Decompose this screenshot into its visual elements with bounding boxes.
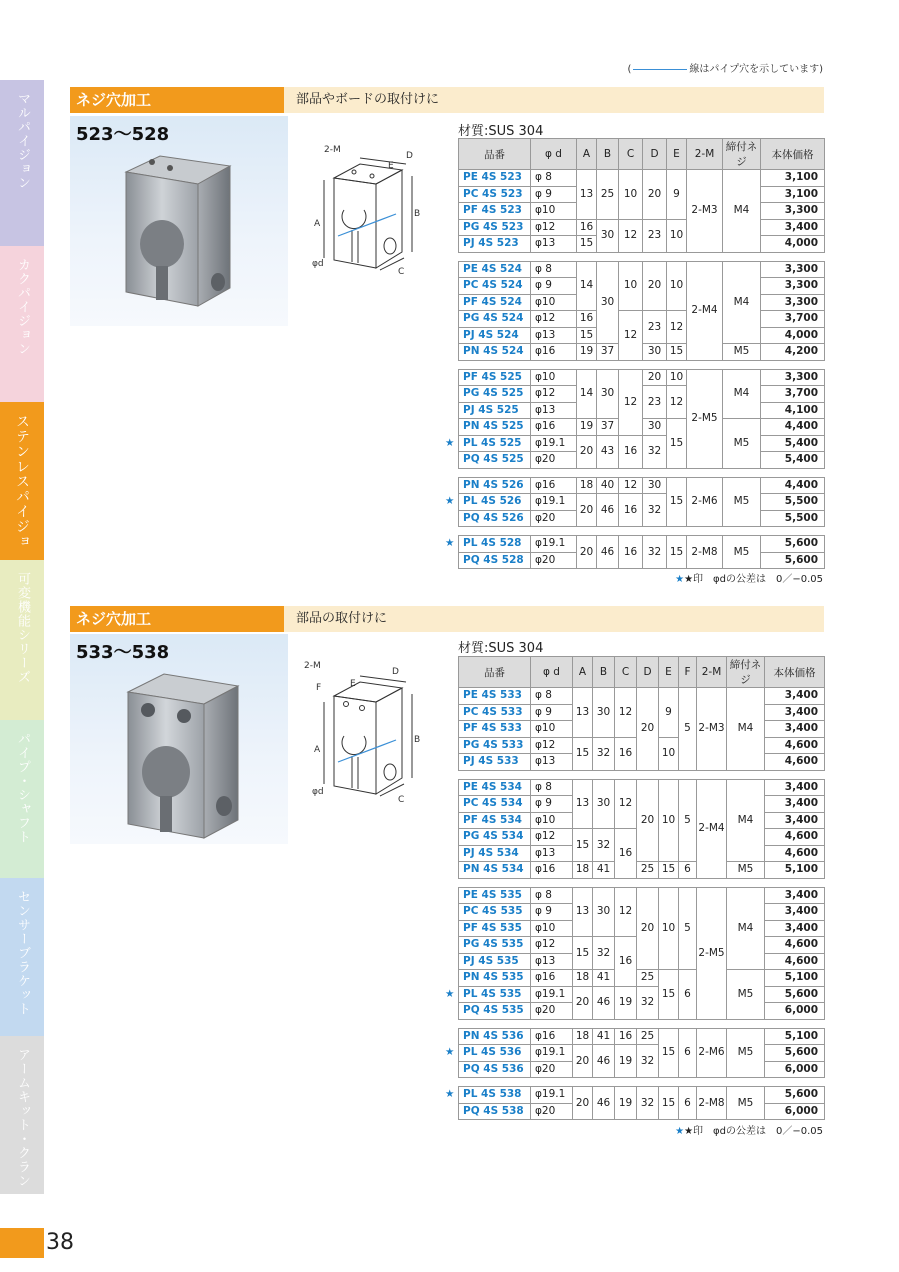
table-row: PG 4S 523 φ12 16 30 12 23 10 3,400	[459, 219, 825, 236]
table-row: PC 4S 533 φ 9 3,400	[459, 704, 825, 721]
table-row: ★ PL 4S 525 φ19.1 20 43 16 32 5,400	[459, 435, 825, 452]
table-row: ★ PL 4S 538 φ19.1 20 46 19 32 15 6 2-M8 M5 5,600	[459, 1087, 825, 1104]
table-row: ★ PL 4S 528 φ19.1 20 46 16 32 15 2-M8 M5 5,600	[459, 536, 825, 553]
table-row: PC 4S 523 φ 9 3,100	[459, 186, 825, 203]
table-row: ★ PL 4S 535 φ19.1 20 46 19 32 5,600	[459, 986, 825, 1003]
page-number-marker	[0, 1228, 44, 1258]
side-tab-sensor[interactable]: センサーブラケット	[0, 878, 44, 1036]
section-desc: 部品やボードの取付けに	[296, 92, 440, 107]
side-tab-pipe-shaft[interactable]: パイプ・シャフト	[0, 720, 44, 878]
table-row: PQ 4S 536 φ20 6,000	[459, 1061, 825, 1078]
table-row: PF 4S 523 φ10 3,300	[459, 203, 825, 220]
footnote-533: ★★印 φdの公差は 0／−0.05	[675, 1126, 823, 1137]
table-row: PF 4S 525 φ10 14 30 12 20 10 2-M5 M4 3,300	[459, 369, 825, 386]
table-row: PJ 4S 525 φ13 4,100	[459, 402, 825, 419]
star-mark: ★	[445, 1088, 455, 1100]
side-tab-armkit[interactable]: アームキット・クラン	[0, 1036, 44, 1194]
table-row: PQ 4S 526 φ20 5,500	[459, 510, 825, 527]
star-mark: ★	[445, 987, 455, 1000]
section-desc: 部品の取付けに	[296, 611, 388, 626]
svg-text:φd: φd	[312, 259, 324, 269]
table-row: ★ PL 4S 526 φ19.1 20 46 16 32 5,500	[459, 494, 825, 511]
dimension-drawing-523	[302, 140, 452, 284]
table-row: PG 4S 533 φ12 15 32 16 10 4,600	[459, 737, 825, 754]
table-row: PE 4S 534 φ 8 13 30 12 20 10 5 2-M4 M4 3,400	[459, 779, 825, 796]
table-row: PN 4S 536 φ16 18 41 16 25 15 6 2-M6 M5 5,100	[459, 1028, 825, 1045]
svg-text:D: D	[406, 151, 413, 161]
section-header-533	[70, 606, 824, 632]
pipe-hole-legend: ( 線はパイプ穴を示しています)	[627, 64, 823, 75]
product-photo-533	[70, 634, 288, 844]
table-row: PN 4S 534 φ16 18 41 25 15 6 M5 5,100	[459, 862, 825, 879]
product-photo-523	[70, 116, 288, 326]
table-row: PF 4S 534 φ10 3,400	[459, 812, 825, 829]
table-row: PG 4S 535 φ12 15 32 16 4,600	[459, 937, 825, 954]
table-row: PC 4S 524 φ 9 3,300	[459, 278, 825, 295]
side-tab-kakupipe[interactable]: カクパイジョン	[0, 246, 44, 402]
svg-text:A: A	[314, 745, 321, 755]
table-row: PQ 4S 535 φ20 6,000	[459, 1003, 825, 1020]
section-label: ネジ穴加工	[70, 606, 284, 632]
dimension-drawing-533	[302, 656, 452, 810]
table-row: PJ 4S 524 φ13 15 4,000	[459, 327, 825, 344]
svg-text:D: D	[392, 667, 399, 677]
footnote-523: ★★印 φdの公差は 0／−0.05	[675, 574, 823, 585]
star-mark: ★	[445, 436, 455, 449]
material-label: 材質:SUS 304	[458, 641, 544, 656]
svg-text:E: E	[350, 679, 356, 689]
star-mark: ★	[445, 537, 455, 549]
svg-text:B: B	[414, 209, 421, 219]
table-header: 品番 φ d A B C D E F 2-M 締付ネジ 本体価格	[459, 657, 825, 688]
table-row: PJ 4S 535 φ13 4,600	[459, 953, 825, 970]
table-row: PC 4S 535 φ 9 3,400	[459, 904, 825, 921]
table-row: PE 4S 524 φ 8 14 30 10 20 10 2-M4 M4 3,300	[459, 261, 825, 278]
section-header-523	[70, 87, 824, 113]
svg-text:C: C	[398, 795, 405, 805]
table-row: PG 4S 525 φ12 23 12 3,700	[459, 386, 825, 403]
spec-table-523	[445, 138, 825, 569]
material-label: 材質:SUS 304	[458, 124, 544, 139]
table-row: PF 4S 535 φ10 3,400	[459, 920, 825, 937]
table-row: ★ PL 4S 536 φ19.1 20 46 19 32 5,600	[459, 1045, 825, 1062]
table-row: PF 4S 524 φ10 3,300	[459, 294, 825, 311]
svg-text:F: F	[316, 683, 322, 693]
table-row: PJ 4S 523 φ13 15 4,000	[459, 236, 825, 253]
star-mark: ★	[445, 495, 455, 507]
svg-text:A: A	[314, 219, 321, 229]
svg-text:2-M: 2-M	[304, 661, 321, 671]
side-tabs	[0, 80, 44, 1194]
table-row: PE 4S 523 φ 8 13 25 10 20 9 2-M3 M4 3,100	[459, 170, 825, 187]
side-tab-variable[interactable]: 可変機能シリーズ	[0, 560, 44, 720]
table-row: PQ 4S 538 φ20 6,000	[459, 1103, 825, 1120]
table-row: PN 4S 524 φ16 19 37 30 15 M5 4,200	[459, 344, 825, 361]
table-header: 品番 φ d A B C D E 2-M 締付ネジ 本体価格	[459, 139, 825, 170]
page-number: 38	[46, 1230, 74, 1255]
table-row: PG 4S 524 φ12 16 12 23 12 3,700	[459, 311, 825, 328]
star-mark: ★	[445, 1046, 455, 1058]
spec-table-533	[445, 656, 825, 1120]
table-row: PE 4S 533 φ 8 13 30 12 20 9 5 2-M3 M4 3,400	[459, 688, 825, 705]
table-row: PQ 4S 528 φ20 5,600	[459, 552, 825, 569]
table-row: PC 4S 534 φ 9 3,400	[459, 796, 825, 813]
side-tab-stainless[interactable]: ステンレスパイジョ	[0, 402, 44, 560]
block-photo-illustration	[70, 634, 288, 844]
svg-text:2-M: 2-M	[324, 145, 341, 155]
table-row: PE 4S 535 φ 8 13 30 12 20 10 5 2-M5 M4 3,400	[459, 887, 825, 904]
svg-text:B: B	[414, 735, 421, 745]
table-row: PG 4S 534 φ12 15 32 16 4,600	[459, 829, 825, 846]
svg-text:C: C	[398, 267, 405, 277]
model-range: 533〜538	[76, 642, 170, 663]
table-row: PN 4S 526 φ16 18 40 12 30 15 2-M6 M5 4,400	[459, 477, 825, 494]
table-row: PF 4S 533 φ10 3,400	[459, 721, 825, 738]
table-row: PN 4S 525 φ16 19 37 30 15 M5 4,400	[459, 419, 825, 436]
legend-line	[633, 69, 687, 70]
block-photo-illustration	[70, 116, 288, 326]
svg-text:E: E	[388, 161, 394, 171]
table-row: PN 4S 535 φ16 18 41 25 15 6 M5 5,100	[459, 970, 825, 987]
table-row: PJ 4S 533 φ13 4,600	[459, 754, 825, 771]
model-range: 523〜528	[76, 124, 170, 145]
svg-text:φd: φd	[312, 787, 324, 797]
table-row: PQ 4S 525 φ20 5,400	[459, 452, 825, 469]
side-tab-marupipe[interactable]: マルパイジョン	[0, 80, 44, 246]
table-row: PJ 4S 534 φ13 4,600	[459, 845, 825, 862]
section-label: ネジ穴加工	[70, 87, 284, 113]
